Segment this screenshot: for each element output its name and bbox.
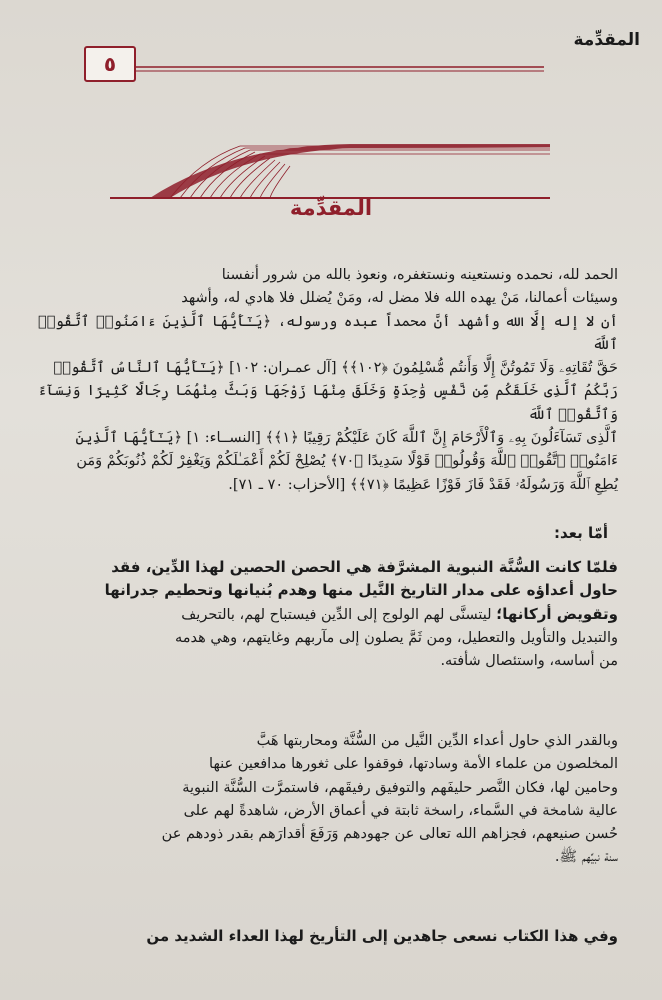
- text-line: أن لا إله إلَّا الله وأشهد أنَّ محمداً عبده ورسوله، ﴿يَـٰٓأَيُّهَا ٱلَّذِينَ ءَامَنُوا۟ ٱتَّقُوا۟ ٱللَّهَ: [38, 313, 618, 353]
- text-line: عالية شامخة في السَّماء، راسخة ثابتة في أعماق الأرض، شاهدةً لهم على: [183, 802, 618, 819]
- page-number-box: [84, 46, 136, 82]
- paragraph-defenders: [38, 730, 618, 870]
- running-title: المقدِّمة: [573, 30, 640, 50]
- text-line: يُطِعِ ٱللَّهَ وَرَسُولَهُۥ فَقَدْ فَازَ فَوْزًا عَظِيمًا ﴿٧١﴾﴾ [الأحزاب: ٧٠ ـ ٧١].: [228, 476, 618, 493]
- text-line: سنة نبيِّهم ﷺ.: [554, 849, 618, 866]
- text-line: وسيئات أعمالنا، مَنْ يهده الله فلا مضل له، ومَنْ يُضلل فلا هادي له، وأشهد: [181, 290, 618, 307]
- text-line: حُسن صنيعهم، فجزاهم الله تعالى عن جهودهم وَرَفَعَ أقدارَهم بقدر ذودهم عن: [161, 826, 618, 843]
- text-line: فلمّا كانت السُّنَّة النبوية المشرَّفة هي الحصن الحصين لهذا الدِّين، فقد: [111, 558, 618, 576]
- text-line: حَقَّ تُقَاتِهِۦ وَلَا تَمُوتُنَّ إِلَّا وَأَنتُم مُّسْلِمُونَ ﴿١٠٢﴾﴾ [آل عمـران: ١٠٢] ﴿يَـٰٓأَيُّهَا ٱلنَّاسُ ٱتَّقُوا۟: [53, 360, 618, 377]
- amma-baad-heading: أمّا بعد:: [553, 524, 608, 542]
- paragraph-sunnah: [38, 556, 618, 673]
- text-line: من أساسه، واستئصال شأفته.: [440, 653, 618, 670]
- text-segment: وتقويض أركانها؛: [496, 604, 618, 623]
- text-line: رَبَّكُمُ ٱلَّذِى خَلَقَكُم مِّن نَّفْسٍ وَٰحِدَةٍ وَخَلَقَ مِنْهَا زَوْجَهَا وَبَثَّ مِنْهُمَا رِجَالًا كَثِيرًا وَنِسَآءً وَٱتَّقُوا۟ ٱللَّهَ: [38, 383, 618, 423]
- text-segment: ليتسنَّى لهم الولوج إلى الدِّين فيستباح لهم، بالتحريف: [181, 606, 492, 623]
- opening-paragraph: [38, 264, 618, 497]
- chapter-ornament: [110, 140, 550, 200]
- header-rule: [88, 66, 544, 72]
- paragraph-book-purpose: وفي هذا الكتاب نسعى جاهدين إلى التأريخ لهذا العداء الشديد من: [146, 927, 618, 945]
- text-line: والتبديل والتأويل والتعطيل، ومن ثَمَّ يصلون إلى مآربهم وغايتهم، وهي هدمه: [174, 629, 618, 646]
- text-line: المخلصون من علماء الأمة وسادتها، فوقفوا على ثغورها مدافعين عنها: [209, 756, 618, 773]
- chapter-title: المقدِّمة: [289, 196, 373, 220]
- text-line: حاول أعداؤه على مدار التاريخ النَّيل منها وهدم بُنيانها وتحطيم جدرانها: [104, 581, 618, 600]
- text-line: ٱلَّذِى تَسَآءَلُونَ بِهِۦ وَٱلْأَرْحَامَ إِنَّ ٱللَّهَ كَانَ عَلَيْكُمْ رَقِيبًا ﴿١﴾﴾ [النســاء: ١] ﴿يَـٰٓأَيُّهَا ٱلَّذِينَ: [75, 430, 618, 447]
- page-number: ٥: [103, 52, 117, 76]
- text-line: وحامين لها، فكان النَّصر حليفَهم والتوفيق رفيقَهم، فاستمرَّت السُّنَّة النبوية: [182, 779, 618, 796]
- text-line: وبالقدر الذي حاول أعداء الدِّين النَّيل من السُّنَّة ومحاربتها هَبَّ: [256, 733, 618, 749]
- text-line: ءَامَنُوا۟ ٱتَّقُوا۟ ٱللَّهَ وَقُولُوا۟ قَوْلًا سَدِيدًا ﴿٧٠﴾ يُصْلِحْ لَكُمْ أَعْمَـٰلَكُمْ وَيَغْفِرْ لَكُمْ ذُنُوبَكُمْ وَمَن: [76, 453, 618, 470]
- text-line: الحمد لله، نحمده ونستعينه ونستغفره، ونعوذ بالله من شرور أنفسنا: [221, 267, 618, 283]
